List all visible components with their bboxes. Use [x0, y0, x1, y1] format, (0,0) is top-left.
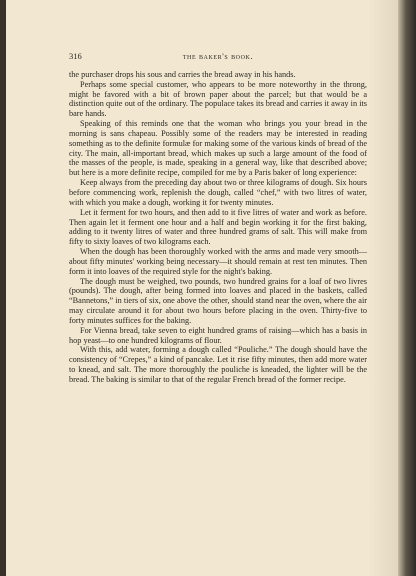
- running-header: [69, 52, 367, 62]
- paragraph: Perhaps some special customer, who appears to be more noteworthy in the throng, might be favored with a bit of brown paper about the parcel; but that would be a distinction quite out of the ordinary. The populace takes its bread and carries it away in its bare hands.: [69, 79, 367, 119]
- page-text: [69, 52, 367, 385]
- running-title: the baker's book.: [182, 51, 254, 61]
- paragraph: Speaking of this reminds one that the woman who brings you your bread in the morning is sans chapeau. Possibly some of the readers may be interested in reading something as to the definite formulæ for making some of the various kinds of bread of the city. The main, all-important bread, which makes up such a large amount of the food of the masses of the people, is made, speaking in a general way, like that described above; but here is a more definite recipe, compiled for me by a Paris baker of long experience:: [69, 119, 367, 178]
- paragraph: For Vienna bread, take seven to eight hundred grams of raising—which has a basis in hop yeast—to one hundred kilograms of flour.: [69, 325, 367, 345]
- paragraph: Let it ferment for two hours, and then add to it five litres of water and work as before. Then again let it ferment one hour and a half and begin working it for the first baking, adding to it twenty litres of water and three hundred grams of salt. This will make from fifty to sixty loaves of two kilograms each.: [69, 207, 367, 247]
- paragraph: the purchaser drops his sous and carries the bread away in his hands.: [69, 69, 296, 79]
- book-binding: [398, 0, 416, 576]
- paragraph: Keep always from the preceding day about two or three kilograms of dough. Six hours before commencing work, replenish the dough, called “chef,” with two litres of water, with which you make a dough, working it for twenty minutes.: [69, 178, 367, 207]
- page-number: 316: [69, 51, 82, 61]
- paragraph: With this, add water, forming a dough called “Pouliche.” The dough should have the consistency of “Crepes,” a kind of pancake. Let it rise fifty minutes, then add more water to knead, and salt. The more thoroughly the pouliche is kneaded, the lighter will be the bread. The baking is similar to that of the regular French bread of the former recipe.: [69, 345, 367, 384]
- page-gutter-shadow: [368, 0, 398, 576]
- paragraph: When the dough has been thoroughly worked with the arms and made very smooth—about fifty minutes' working being necessary—it should remain at rest ten minutes. Then form it into loaves of the required style for the night's baking.: [69, 247, 367, 276]
- paragraph: The dough must be weighed, two pounds, two hundred grains for a loaf of two livres (pounds). The dough, after being formed into loaves and placed in the baskets, called “Bannetons,” in tiers of six, one above the other, should stand near the oven, where the air may circulate around it for about two hours before placing in the oven. Thirty-five to forty minutes suffices for the baking.: [69, 276, 367, 325]
- page-left-edge: [0, 0, 6, 576]
